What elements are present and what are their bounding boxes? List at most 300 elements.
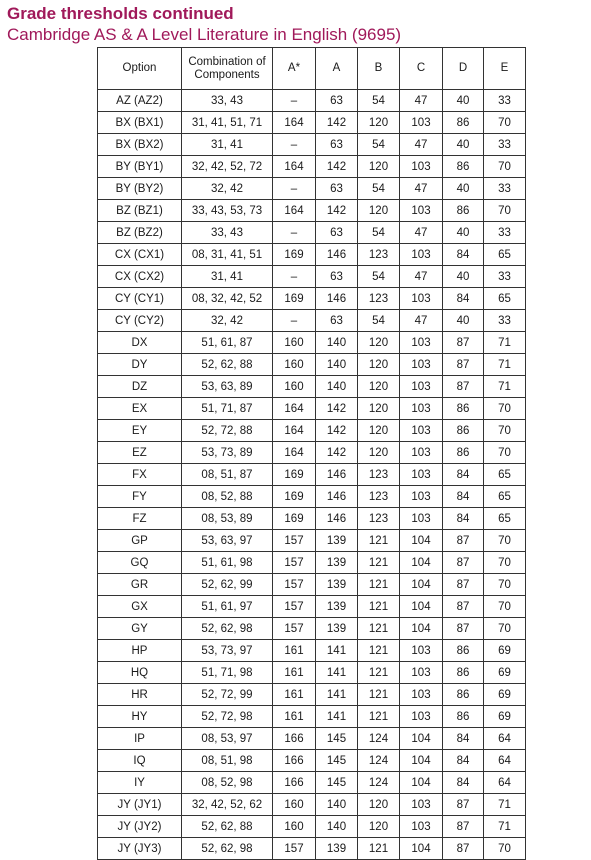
option-cell: BX (BX1) [98,112,182,134]
d-cell: 84 [443,508,484,530]
b-cell: 123 [358,464,400,486]
a-star-cell: 164 [273,200,316,222]
a-cell: 141 [316,684,358,706]
a-cell: 140 [316,794,358,816]
d-cell: 86 [443,706,484,728]
table-row [98,464,526,486]
c-cell: 103 [400,794,443,816]
e-cell: 64 [484,728,526,750]
e-cell: 70 [484,200,526,222]
e-cell: 71 [484,794,526,816]
a-cell: 142 [316,156,358,178]
option-cell: BY (BY2) [98,178,182,200]
grade-thresholds-table [97,47,526,860]
option-cell: JY (JY1) [98,794,182,816]
a-star-cell: 160 [273,354,316,376]
combination-cell: 52, 62, 98 [182,838,273,860]
b-cell: 120 [358,354,400,376]
d-cell: 84 [443,244,484,266]
c-cell: 103 [400,442,443,464]
a-star-cell: 169 [273,464,316,486]
option-cell: HQ [98,662,182,684]
combination-cell: 32, 42, 52, 62 [182,794,273,816]
b-cell: 124 [358,772,400,794]
combination-cell: 51, 61, 97 [182,596,273,618]
a-star-cell: 161 [273,706,316,728]
combination-cell: 53, 73, 97 [182,640,273,662]
table-row [98,530,526,552]
d-cell: 87 [443,816,484,838]
e-cell: 71 [484,816,526,838]
a-star-cell: 157 [273,574,316,596]
a-cell: 142 [316,442,358,464]
option-cell: JY (JY2) [98,816,182,838]
b-cell: 54 [358,266,400,288]
combination-cell: 32, 42, 52, 72 [182,156,273,178]
combination-cell: 52, 72, 98 [182,706,273,728]
option-cell: AZ (AZ2) [98,90,182,112]
column-header-e: E [484,48,526,90]
option-cell: HP [98,640,182,662]
d-cell: 86 [443,442,484,464]
a-star-cell: 164 [273,442,316,464]
a-cell: 146 [316,244,358,266]
a-star-cell: 169 [273,244,316,266]
c-cell: 103 [400,662,443,684]
column-header-c: C [400,48,443,90]
b-cell: 120 [358,112,400,134]
a-star-cell: – [273,222,316,244]
a-cell: 139 [316,530,358,552]
e-cell: 70 [484,442,526,464]
combination-cell: 33, 43 [182,90,273,112]
d-cell: 40 [443,310,484,332]
e-cell: 33 [484,178,526,200]
option-cell: BY (BY1) [98,156,182,178]
c-cell: 103 [400,398,443,420]
c-cell: 47 [400,178,443,200]
e-cell: 65 [484,486,526,508]
a-star-cell: 160 [273,816,316,838]
option-cell: BX (BX2) [98,134,182,156]
a-cell: 145 [316,772,358,794]
table-row [98,332,526,354]
option-cell: DX [98,332,182,354]
a-cell: 146 [316,508,358,530]
d-cell: 87 [443,332,484,354]
table-row [98,794,526,816]
e-cell: 64 [484,772,526,794]
b-cell: 121 [358,706,400,728]
a-cell: 142 [316,112,358,134]
b-cell: 124 [358,728,400,750]
e-cell: 65 [484,288,526,310]
d-cell: 84 [443,288,484,310]
option-cell: DY [98,354,182,376]
b-cell: 120 [358,420,400,442]
a-star-cell: 164 [273,420,316,442]
combination-cell: 53, 63, 97 [182,530,273,552]
c-cell: 104 [400,728,443,750]
c-cell: 103 [400,200,443,222]
page-subtitle: Cambridge AS & A Level Literature in English (9695) [7,25,402,44]
table-row [98,222,526,244]
option-cell: IQ [98,750,182,772]
table-row [98,156,526,178]
d-cell: 40 [443,178,484,200]
c-cell: 103 [400,332,443,354]
b-cell: 121 [358,662,400,684]
table-row [98,134,526,156]
a-star-cell: 166 [273,772,316,794]
b-cell: 54 [358,90,400,112]
a-cell: 63 [316,266,358,288]
e-cell: 69 [484,640,526,662]
table-row [98,420,526,442]
a-cell: 146 [316,288,358,310]
table-row [98,442,526,464]
option-cell: FY [98,486,182,508]
option-cell: IP [98,728,182,750]
c-cell: 103 [400,288,443,310]
a-cell: 139 [316,618,358,640]
d-cell: 86 [443,200,484,222]
table-header-row [98,48,526,90]
a-star-cell: 157 [273,596,316,618]
e-cell: 69 [484,662,526,684]
combination-cell: 52, 62, 98 [182,618,273,640]
a-cell: 139 [316,596,358,618]
column-header-a-star: A* [273,48,316,90]
b-cell: 121 [358,618,400,640]
combination-cell: 52, 72, 99 [182,684,273,706]
d-cell: 84 [443,464,484,486]
table-row [98,706,526,728]
b-cell: 123 [358,486,400,508]
c-cell: 47 [400,266,443,288]
e-cell: 70 [484,552,526,574]
b-cell: 54 [358,222,400,244]
table-row [98,376,526,398]
c-cell: 103 [400,156,443,178]
table-row [98,684,526,706]
combination-cell: 08, 51, 87 [182,464,273,486]
e-cell: 65 [484,244,526,266]
combination-cell: 51, 61, 98 [182,552,273,574]
a-star-cell: 164 [273,156,316,178]
combination-cell: 08, 52, 98 [182,772,273,794]
option-cell: FX [98,464,182,486]
column-header-option: Option [98,48,182,90]
table-row [98,662,526,684]
combination-cell: 08, 52, 88 [182,486,273,508]
combination-cell: 33, 43 [182,222,273,244]
d-cell: 87 [443,552,484,574]
table-row [98,508,526,530]
e-cell: 70 [484,596,526,618]
option-cell: GY [98,618,182,640]
d-cell: 87 [443,376,484,398]
combination-cell: 08, 31, 41, 51 [182,244,273,266]
table-row [98,750,526,772]
a-star-cell: 157 [273,618,316,640]
a-star-cell: – [273,310,316,332]
e-cell: 33 [484,90,526,112]
combination-cell: 32, 42 [182,310,273,332]
b-cell: 123 [358,244,400,266]
c-cell: 103 [400,684,443,706]
b-cell: 120 [358,794,400,816]
d-cell: 84 [443,486,484,508]
a-star-cell: 169 [273,508,316,530]
combination-cell: 52, 62, 88 [182,354,273,376]
b-cell: 120 [358,376,400,398]
a-cell: 63 [316,90,358,112]
a-star-cell: – [273,90,316,112]
b-cell: 123 [358,508,400,530]
option-cell: EZ [98,442,182,464]
c-cell: 103 [400,464,443,486]
a-cell: 63 [316,178,358,200]
b-cell: 121 [358,640,400,662]
e-cell: 70 [484,156,526,178]
c-cell: 104 [400,574,443,596]
a-cell: 142 [316,420,358,442]
option-cell: JY (JY3) [98,838,182,860]
table-row [98,244,526,266]
a-star-cell: – [273,266,316,288]
d-cell: 40 [443,222,484,244]
a-cell: 146 [316,464,358,486]
table-row [98,310,526,332]
option-cell: GX [98,596,182,618]
c-cell: 103 [400,486,443,508]
c-cell: 47 [400,134,443,156]
b-cell: 120 [358,200,400,222]
option-cell: FZ [98,508,182,530]
e-cell: 33 [484,266,526,288]
a-star-cell: 161 [273,640,316,662]
table-row [98,354,526,376]
d-cell: 87 [443,530,484,552]
b-cell: 120 [358,816,400,838]
a-cell: 139 [316,552,358,574]
option-cell: CY (CY1) [98,288,182,310]
option-cell: GP [98,530,182,552]
d-cell: 40 [443,266,484,288]
a-star-cell: 160 [273,794,316,816]
combination-cell: 53, 73, 89 [182,442,273,464]
combination-cell: 31, 41 [182,134,273,156]
a-cell: 141 [316,706,358,728]
a-cell: 140 [316,816,358,838]
combination-cell: 33, 43, 53, 73 [182,200,273,222]
d-cell: 86 [443,640,484,662]
a-cell: 142 [316,200,358,222]
a-cell: 142 [316,398,358,420]
option-cell: GR [98,574,182,596]
a-star-cell: 161 [273,684,316,706]
d-cell: 87 [443,794,484,816]
c-cell: 103 [400,354,443,376]
table-body [98,90,526,860]
b-cell: 121 [358,552,400,574]
combination-cell: 31, 41 [182,266,273,288]
c-cell: 47 [400,310,443,332]
d-cell: 86 [443,398,484,420]
table-row [98,772,526,794]
a-star-cell: 160 [273,332,316,354]
b-cell: 120 [358,332,400,354]
combination-cell: 51, 71, 98 [182,662,273,684]
c-cell: 103 [400,112,443,134]
a-cell: 140 [316,332,358,354]
d-cell: 84 [443,728,484,750]
combination-cell: 08, 53, 97 [182,728,273,750]
a-star-cell: 157 [273,552,316,574]
a-cell: 140 [316,354,358,376]
d-cell: 40 [443,134,484,156]
d-cell: 86 [443,684,484,706]
combination-cell: 32, 42 [182,178,273,200]
a-cell: 63 [316,310,358,332]
b-cell: 120 [358,398,400,420]
page-title: Grade thresholds continued [7,4,234,23]
c-cell: 103 [400,420,443,442]
e-cell: 71 [484,332,526,354]
a-star-cell: 166 [273,728,316,750]
e-cell: 33 [484,134,526,156]
a-cell: 141 [316,662,358,684]
table-row [98,574,526,596]
c-cell: 47 [400,222,443,244]
c-cell: 104 [400,750,443,772]
e-cell: 70 [484,574,526,596]
c-cell: 104 [400,596,443,618]
combination-cell: 51, 61, 87 [182,332,273,354]
a-cell: 145 [316,750,358,772]
d-cell: 86 [443,662,484,684]
a-star-cell: 157 [273,530,316,552]
a-star-cell: – [273,134,316,156]
a-cell: 145 [316,728,358,750]
option-cell: BZ (BZ2) [98,222,182,244]
d-cell: 87 [443,596,484,618]
a-cell: 146 [316,486,358,508]
b-cell: 54 [358,134,400,156]
table-row [98,200,526,222]
b-cell: 121 [358,530,400,552]
combination-cell: 53, 63, 89 [182,376,273,398]
table-row [98,178,526,200]
b-cell: 120 [358,442,400,464]
c-cell: 104 [400,618,443,640]
option-cell: IY [98,772,182,794]
e-cell: 65 [484,464,526,486]
table-row [98,112,526,134]
a-star-cell: 161 [273,662,316,684]
combination-cell: 08, 32, 42, 52 [182,288,273,310]
combination-cell: 08, 51, 98 [182,750,273,772]
b-cell: 121 [358,596,400,618]
d-cell: 87 [443,618,484,640]
c-cell: 47 [400,90,443,112]
e-cell: 70 [484,112,526,134]
d-cell: 87 [443,354,484,376]
a-star-cell: 166 [273,750,316,772]
table-row [98,640,526,662]
table-row [98,552,526,574]
combination-cell: 52, 62, 99 [182,574,273,596]
c-cell: 103 [400,640,443,662]
table-row [98,90,526,112]
c-cell: 104 [400,552,443,574]
d-cell: 40 [443,90,484,112]
column-header-combination: Combination of Components [182,48,273,90]
e-cell: 33 [484,222,526,244]
e-cell: 70 [484,398,526,420]
e-cell: 69 [484,684,526,706]
d-cell: 87 [443,574,484,596]
c-cell: 103 [400,706,443,728]
d-cell: 86 [443,420,484,442]
d-cell: 87 [443,838,484,860]
e-cell: 33 [484,310,526,332]
combination-cell: 08, 53, 89 [182,508,273,530]
option-cell: CY (CY2) [98,310,182,332]
c-cell: 103 [400,244,443,266]
e-cell: 71 [484,354,526,376]
option-cell: CX (CX1) [98,244,182,266]
a-star-cell: 169 [273,288,316,310]
a-star-cell: 160 [273,376,316,398]
b-cell: 123 [358,288,400,310]
c-cell: 104 [400,838,443,860]
d-cell: 86 [443,156,484,178]
d-cell: 84 [443,772,484,794]
option-cell: HR [98,684,182,706]
e-cell: 64 [484,750,526,772]
a-cell: 140 [316,376,358,398]
c-cell: 103 [400,816,443,838]
a-star-cell: 164 [273,398,316,420]
e-cell: 65 [484,508,526,530]
table-row [98,398,526,420]
option-cell: BZ (BZ1) [98,200,182,222]
option-cell: EY [98,420,182,442]
a-star-cell: 157 [273,838,316,860]
a-cell: 63 [316,222,358,244]
e-cell: 70 [484,838,526,860]
a-star-cell: – [273,178,316,200]
column-header-d: D [443,48,484,90]
b-cell: 54 [358,178,400,200]
table-row [98,288,526,310]
table-row [98,816,526,838]
a-cell: 141 [316,640,358,662]
b-cell: 124 [358,750,400,772]
d-cell: 86 [443,112,484,134]
b-cell: 121 [358,684,400,706]
table-row [98,618,526,640]
b-cell: 54 [358,310,400,332]
table-row [98,486,526,508]
e-cell: 69 [484,706,526,728]
a-cell: 63 [316,134,358,156]
column-header-a: A [316,48,358,90]
option-cell: EX [98,398,182,420]
combination-cell: 52, 62, 88 [182,816,273,838]
